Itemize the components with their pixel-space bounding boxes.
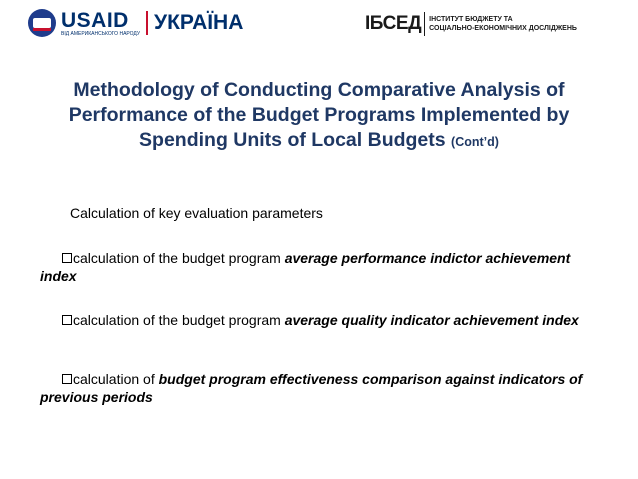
ibsed-divider (424, 12, 425, 36)
logo-divider (146, 11, 148, 35)
bullet-item (40, 370, 610, 406)
checkbox-bullet-icon (62, 374, 72, 384)
ibsed-name-line1: ІНСТИТУТ БЮДЖЕТУ ТА (429, 16, 513, 23)
checkbox-bullet-icon (62, 315, 72, 325)
usaid-text: USAID (61, 8, 129, 32)
ibsed-mark: IБСЕД (365, 13, 422, 34)
checkbox-bullet-icon (62, 253, 72, 263)
usaid-seal-icon (28, 9, 56, 37)
bullet-prefix: calculation of (73, 371, 159, 387)
slide-title-suffix: (Cont’d) (451, 135, 499, 149)
usaid-wordmark (61, 10, 140, 37)
ibsed-name-line2: СОЦІАЛЬНО-ЕКОНОМІЧНИХ ДОСЛІДЖЕНЬ (429, 25, 577, 32)
usaid-logo (28, 8, 243, 38)
bullet-item (40, 249, 610, 285)
subheading: Calculation of key evaluation parameters (70, 205, 323, 221)
bullet-prefix: calculation of the budget program (73, 312, 285, 328)
bullet-prefix: calculation of the budget program (73, 250, 285, 266)
bullet-emphasis: budget program effectiveness comparison against indicators of previous periods (40, 371, 583, 405)
bullet-item (40, 311, 610, 329)
bullet-emphasis: average performance indictor achievement index (40, 250, 571, 284)
usaid-country: УКРАЇНА (154, 11, 244, 34)
bullet-emphasis: average quality indicator achievement index (284, 312, 579, 328)
ibsed-name (429, 15, 577, 33)
usaid-tagline: ВІД АМЕРИКАНСЬКОГО НАРОДУ (61, 30, 141, 37)
ibsed-logo (365, 12, 577, 36)
slide-title-text: Methodology of Conducting Comparative Analysis of Performance of the Budget Programs Implemented by Spending Units of Local Budgets (68, 79, 570, 151)
slide-title (30, 78, 608, 155)
